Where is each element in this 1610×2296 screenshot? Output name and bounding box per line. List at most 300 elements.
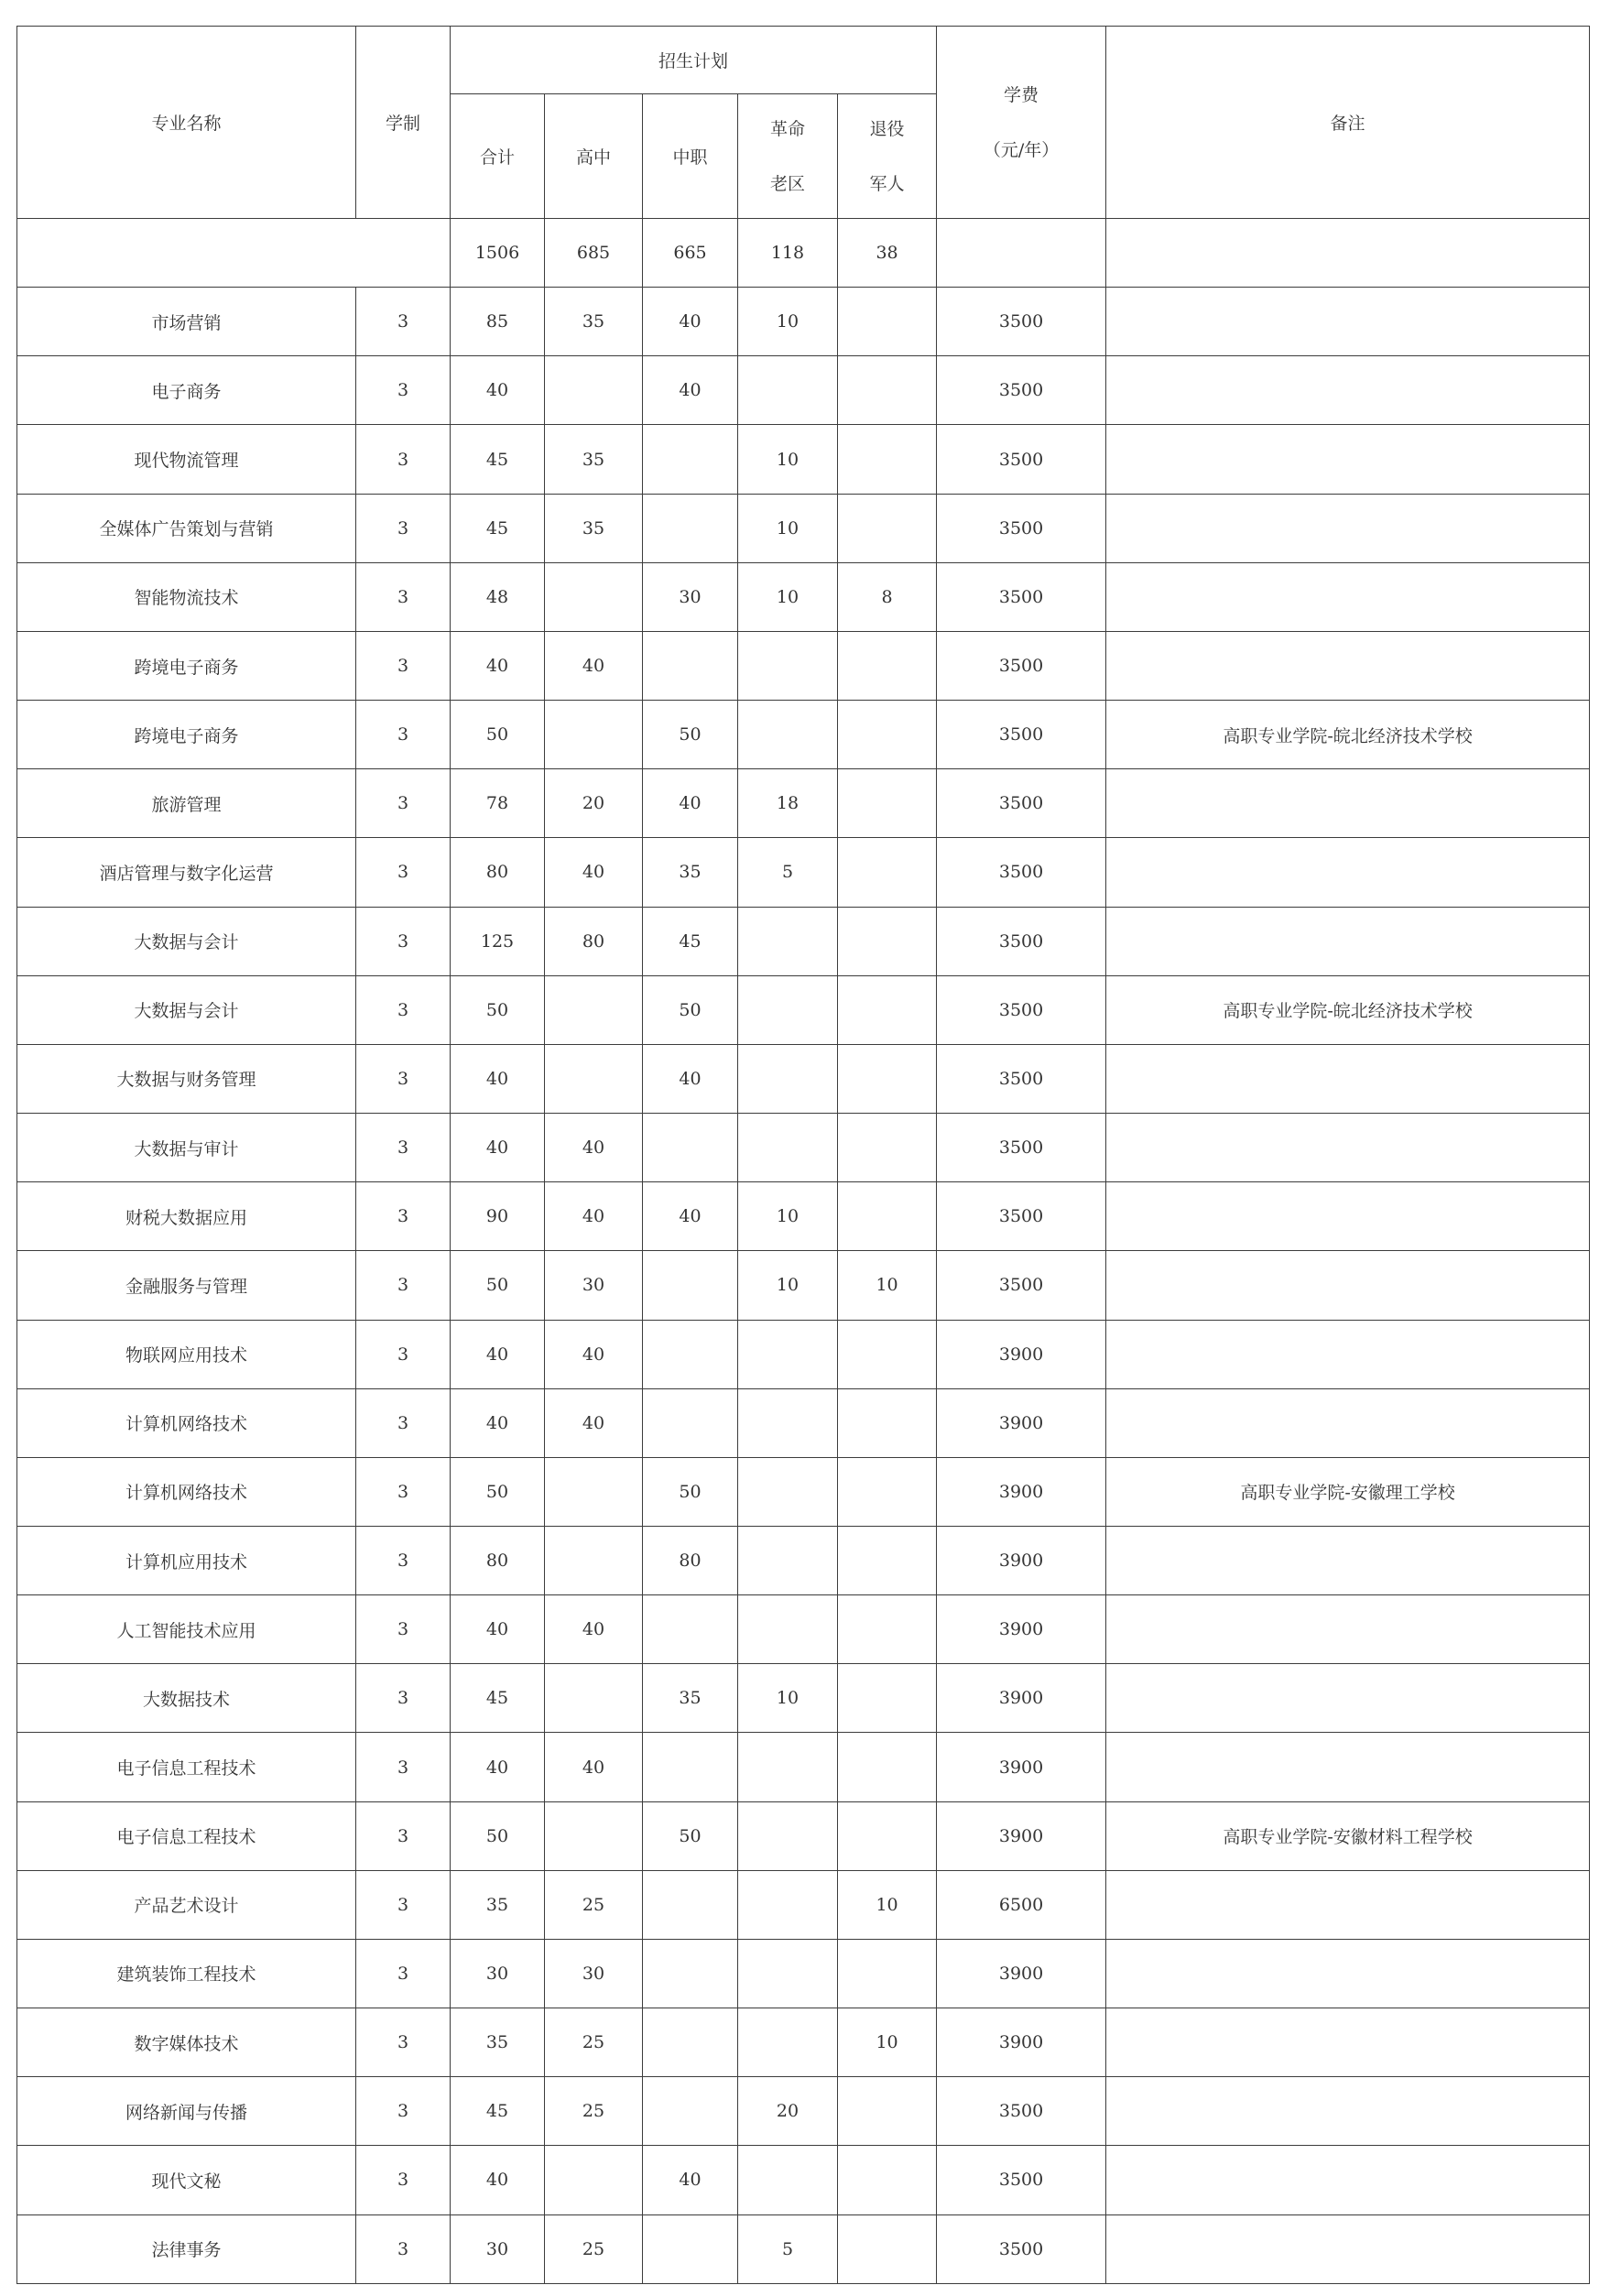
remark-cell (1106, 1526, 1590, 1594)
header-vocational: 中职 (643, 94, 738, 219)
remark-cell: 高职专业学院-皖北经济技术学校 (1106, 701, 1590, 769)
duration-cell: 3 (356, 907, 451, 975)
veteran-cell (838, 1733, 937, 1801)
duration-cell: 3 (356, 1801, 451, 1870)
remark-cell (1106, 907, 1590, 975)
high-school-cell (545, 975, 643, 1044)
duration-cell: 3 (356, 631, 451, 700)
tuition-cell: 3900 (937, 1664, 1106, 1733)
header-major: 专业名称 (17, 27, 356, 219)
high-school-cell: 40 (545, 1320, 643, 1388)
major-cell: 计算机应用技术 (17, 1526, 356, 1594)
major-cell: 跨境电子商务 (17, 631, 356, 700)
tuition-cell: 3900 (937, 1733, 1106, 1801)
header-tuition-line2: （元/年） (983, 139, 1060, 160)
high-school-cell (545, 1457, 643, 1526)
high-school-cell (545, 1526, 643, 1594)
vocational-cell (643, 1595, 738, 1664)
tuition-cell: 3900 (937, 1388, 1106, 1457)
veteran-cell (838, 1457, 937, 1526)
vocational-cell: 50 (643, 1457, 738, 1526)
vocational-cell (643, 631, 738, 700)
revolution-area-cell: 10 (738, 1182, 838, 1251)
total-cell: 30 (451, 1939, 545, 2008)
total-cell: 30 (451, 2214, 545, 2283)
vocational-cell (643, 2214, 738, 2283)
tuition-cell: 3500 (937, 356, 1106, 425)
major-cell: 跨境电子商务 (17, 701, 356, 769)
remark-cell (1106, 2214, 1590, 2283)
major-cell: 电子信息工程技术 (17, 1801, 356, 1870)
high-school-cell: 35 (545, 425, 643, 494)
remark-cell (1106, 2077, 1590, 2146)
revolution-area-cell: 10 (738, 1251, 838, 1320)
table-row (17, 1733, 1590, 1801)
high-school-cell: 30 (545, 1939, 643, 2008)
table-row (17, 1939, 1590, 2008)
total-cell: 35 (451, 2008, 545, 2077)
major-cell: 现代物流管理 (17, 425, 356, 494)
major-cell: 智能物流技术 (17, 562, 356, 631)
vocational-cell (643, 1320, 738, 1388)
total-cell: 50 (451, 701, 545, 769)
tuition-cell: 3500 (937, 2214, 1106, 2283)
revolution-area-cell (738, 1114, 838, 1182)
major-cell: 电子信息工程技术 (17, 1733, 356, 1801)
duration-cell: 3 (356, 975, 451, 1044)
remark-cell (1106, 562, 1590, 631)
veteran-cell (838, 2146, 937, 2214)
vocational-cell: 40 (643, 356, 738, 425)
veteran-cell (838, 1664, 937, 1733)
total-cell: 45 (451, 2077, 545, 2146)
duration-cell: 3 (356, 838, 451, 907)
enrollment-plan-table (16, 26, 1590, 2284)
tuition-cell: 3900 (937, 1939, 1106, 2008)
totals-row (17, 219, 1590, 288)
remark-cell: 高职专业学院-安徽材料工程学校 (1106, 1801, 1590, 1870)
table-row (17, 975, 1590, 1044)
vocational-cell: 40 (643, 1182, 738, 1251)
veteran-cell (838, 631, 937, 700)
tuition-cell: 3500 (937, 2077, 1106, 2146)
major-cell: 计算机网络技术 (17, 1457, 356, 1526)
major-cell: 大数据与会计 (17, 907, 356, 975)
high-school-cell (545, 1044, 643, 1113)
tuition-cell: 3500 (937, 907, 1106, 975)
table-row (17, 1114, 1590, 1182)
remark-cell (1106, 769, 1590, 838)
total-cell: 80 (451, 838, 545, 907)
remark-cell (1106, 494, 1590, 562)
veteran-cell (838, 975, 937, 1044)
vocational-cell: 35 (643, 1664, 738, 1733)
major-cell: 数字媒体技术 (17, 2008, 356, 2077)
duration-cell: 3 (356, 356, 451, 425)
total-cell: 40 (451, 356, 545, 425)
header-revolution-area (738, 94, 838, 219)
total-cell: 40 (451, 1733, 545, 1801)
table-row (17, 907, 1590, 975)
table-row (17, 1595, 1590, 1664)
vocational-cell: 40 (643, 2146, 738, 2214)
high-school-cell (545, 562, 643, 631)
table-row (17, 2146, 1590, 2214)
remark-cell (1106, 1664, 1590, 1733)
duration-cell: 3 (356, 2214, 451, 2283)
duration-cell: 3 (356, 494, 451, 562)
veteran-cell: 8 (838, 562, 937, 631)
high-school-cell: 25 (545, 2008, 643, 2077)
major-cell: 网络新闻与传播 (17, 2077, 356, 2146)
revolution-area-cell (738, 1526, 838, 1594)
tuition-cell: 3500 (937, 1251, 1106, 1320)
revolution-area-cell (738, 1320, 838, 1388)
veteran-cell (838, 701, 937, 769)
remark-cell (1106, 2146, 1590, 2214)
high-school-cell: 30 (545, 1251, 643, 1320)
veteran-cell (838, 838, 937, 907)
table-row (17, 494, 1590, 562)
revolution-area-cell (738, 356, 838, 425)
table-row (17, 425, 1590, 494)
tuition-cell: 3900 (937, 1320, 1106, 1388)
revolution-area-cell (738, 1044, 838, 1113)
major-cell: 大数据与审计 (17, 1114, 356, 1182)
table-row (17, 1664, 1590, 1733)
header-duration: 学制 (356, 27, 451, 219)
high-school-cell: 35 (545, 288, 643, 356)
major-cell: 法律事务 (17, 2214, 356, 2283)
tuition-cell: 3500 (937, 701, 1106, 769)
duration-cell: 3 (356, 1939, 451, 2008)
high-school-cell: 40 (545, 1595, 643, 1664)
revolution-area-cell (738, 1939, 838, 2008)
total-cell: 40 (451, 1388, 545, 1457)
veteran-cell (838, 356, 937, 425)
high-school-cell: 40 (545, 631, 643, 700)
duration-cell: 3 (356, 701, 451, 769)
header-veteran (838, 94, 937, 219)
high-school-cell: 40 (545, 838, 643, 907)
major-cell: 产品艺术设计 (17, 1870, 356, 1939)
high-school-cell: 40 (545, 1182, 643, 1251)
tuition-cell: 3500 (937, 562, 1106, 631)
duration-cell: 3 (356, 1251, 451, 1320)
vocational-cell: 80 (643, 1526, 738, 1594)
table-row (17, 2214, 1590, 2283)
vocational-cell (643, 1251, 738, 1320)
vocational-cell (643, 1870, 738, 1939)
duration-cell: 3 (356, 288, 451, 356)
total-cell: 125 (451, 907, 545, 975)
header-tuition (937, 27, 1106, 219)
veteran-cell (838, 769, 937, 838)
major-cell: 旅游管理 (17, 769, 356, 838)
total-cell: 45 (451, 494, 545, 562)
major-cell: 人工智能技术应用 (17, 1595, 356, 1664)
tuition-cell: 3500 (937, 838, 1106, 907)
revolution-area-cell: 10 (738, 288, 838, 356)
veteran-cell (838, 2077, 937, 2146)
table-row (17, 356, 1590, 425)
veteran-cell (838, 1114, 937, 1182)
duration-cell: 3 (356, 1457, 451, 1526)
duration-cell: 3 (356, 2077, 451, 2146)
revolution-area-cell (738, 2146, 838, 2214)
tuition-total-cell (937, 219, 1106, 288)
vocational-cell: 40 (643, 769, 738, 838)
tuition-cell: 3900 (937, 1595, 1106, 1664)
tuition-cell: 3500 (937, 631, 1106, 700)
revolution-area-cell: 10 (738, 425, 838, 494)
table-row (17, 631, 1590, 700)
veteran-cell (838, 907, 937, 975)
tuition-cell: 3500 (937, 2146, 1106, 2214)
table-row (17, 288, 1590, 356)
veteran-cell (838, 494, 937, 562)
total-cell: 40 (451, 2146, 545, 2214)
veteran-cell: 10 (838, 2008, 937, 2077)
remark-total-cell (1106, 219, 1590, 288)
remark-cell (1106, 1251, 1590, 1320)
remark-cell (1106, 1182, 1590, 1251)
vocational-cell (643, 1733, 738, 1801)
revolution-area-cell: 10 (738, 1664, 838, 1733)
header-total: 合计 (451, 94, 545, 219)
tuition-cell: 3500 (937, 425, 1106, 494)
major-cell: 财税大数据应用 (17, 1182, 356, 1251)
major-cell: 市场营销 (17, 288, 356, 356)
major-cell: 全媒体广告策划与营销 (17, 494, 356, 562)
major-cell: 大数据技术 (17, 1664, 356, 1733)
revolution-area-cell: 5 (738, 2214, 838, 2283)
table-row (17, 1457, 1590, 1526)
table-row (17, 1320, 1590, 1388)
veteran-cell (838, 1801, 937, 1870)
table-row (17, 2008, 1590, 2077)
revolution-area-cell (738, 631, 838, 700)
vocational-cell: 50 (643, 1801, 738, 1870)
high-school-cell: 25 (545, 2214, 643, 2283)
remark-cell (1106, 356, 1590, 425)
major-cell: 现代文秘 (17, 2146, 356, 2214)
header-tuition-line1: 学费 (1004, 84, 1039, 105)
revolution-area-cell (738, 1870, 838, 1939)
vocational-total-cell: 665 (643, 219, 738, 288)
tuition-cell: 3500 (937, 1114, 1106, 1182)
vocational-cell (643, 1939, 738, 2008)
major-cell: 电子商务 (17, 356, 356, 425)
tuition-cell: 6500 (937, 1870, 1106, 1939)
remark-cell (1106, 288, 1590, 356)
duration-cell: 3 (356, 1733, 451, 1801)
high-school-cell (545, 701, 643, 769)
tuition-cell: 3500 (937, 1182, 1106, 1251)
high-school-cell: 35 (545, 494, 643, 562)
duration-cell: 3 (356, 425, 451, 494)
total-cell: 40 (451, 1595, 545, 1664)
high-school-total-cell: 685 (545, 219, 643, 288)
revolution-area-cell (738, 2008, 838, 2077)
remark-cell (1106, 2008, 1590, 2077)
tuition-cell: 3900 (937, 1457, 1106, 1526)
vocational-cell (643, 494, 738, 562)
veteran-cell (838, 1595, 937, 1664)
tuition-cell: 3500 (937, 288, 1106, 356)
high-school-cell (545, 1801, 643, 1870)
remark-cell (1106, 1388, 1590, 1457)
vocational-cell: 35 (643, 838, 738, 907)
duration-cell: 3 (356, 1526, 451, 1594)
total-cell: 90 (451, 1182, 545, 1251)
vocational-cell (643, 2077, 738, 2146)
total-cell: 48 (451, 562, 545, 631)
remark-cell (1106, 425, 1590, 494)
revolution-area-cell (738, 907, 838, 975)
remark-cell (1106, 1595, 1590, 1664)
total-cell: 40 (451, 631, 545, 700)
header-revolution-line1: 革命 (769, 118, 805, 139)
tuition-cell: 3500 (937, 975, 1106, 1044)
total-cell: 1506 (451, 219, 545, 288)
tuition-cell: 3500 (937, 769, 1106, 838)
revolution-area-cell: 10 (738, 494, 838, 562)
duration-cell: 3 (356, 1870, 451, 1939)
vocational-cell (643, 1114, 738, 1182)
veteran-cell (838, 1320, 937, 1388)
revolution-area-cell (738, 701, 838, 769)
vocational-cell: 50 (643, 701, 738, 769)
remark-cell (1106, 838, 1590, 907)
revolution-area-cell: 18 (738, 769, 838, 838)
revolution-total-cell: 118 (738, 219, 838, 288)
vocational-cell: 30 (643, 562, 738, 631)
table-row (17, 1044, 1590, 1113)
duration-cell: 3 (356, 1320, 451, 1388)
tuition-cell: 3900 (937, 1801, 1106, 1870)
table-row (17, 562, 1590, 631)
duration-cell: 3 (356, 2008, 451, 2077)
veteran-cell (838, 2214, 937, 2283)
remark-cell (1106, 1870, 1590, 1939)
total-cell: 45 (451, 1664, 545, 1733)
table-row (17, 1526, 1590, 1594)
high-school-cell: 25 (545, 2077, 643, 2146)
total-cell: 35 (451, 1870, 545, 1939)
header-veteran-line2: 军人 (869, 173, 905, 194)
remark-cell (1106, 1114, 1590, 1182)
table-row (17, 1388, 1590, 1457)
high-school-cell: 25 (545, 1870, 643, 1939)
total-cell: 80 (451, 1526, 545, 1594)
totals-label-cell (17, 219, 451, 288)
high-school-cell: 40 (545, 1388, 643, 1457)
vocational-cell: 40 (643, 288, 738, 356)
total-cell: 50 (451, 975, 545, 1044)
high-school-cell: 40 (545, 1733, 643, 1801)
duration-cell: 3 (356, 1182, 451, 1251)
revolution-area-cell (738, 1457, 838, 1526)
header-veteran-line1: 退役 (869, 118, 905, 139)
high-school-cell: 20 (545, 769, 643, 838)
revolution-area-cell: 20 (738, 2077, 838, 2146)
major-cell: 计算机网络技术 (17, 1388, 356, 1457)
veteran-total-cell: 38 (838, 219, 937, 288)
duration-cell: 3 (356, 2146, 451, 2214)
revolution-area-cell (738, 1801, 838, 1870)
vocational-cell: 50 (643, 975, 738, 1044)
total-cell: 78 (451, 769, 545, 838)
veteran-cell (838, 1526, 937, 1594)
table-row (17, 769, 1590, 838)
revolution-area-cell (738, 1388, 838, 1457)
revolution-area-cell (738, 1733, 838, 1801)
table-row (17, 1801, 1590, 1870)
revolution-area-cell (738, 975, 838, 1044)
total-cell: 40 (451, 1320, 545, 1388)
remark-cell (1106, 1939, 1590, 2008)
veteran-cell: 10 (838, 1870, 937, 1939)
table-row (17, 2077, 1590, 2146)
high-school-cell: 80 (545, 907, 643, 975)
table-row (17, 1182, 1590, 1251)
duration-cell: 3 (356, 1388, 451, 1457)
revolution-area-cell: 10 (738, 562, 838, 631)
major-cell: 大数据与财务管理 (17, 1044, 356, 1113)
tuition-cell: 3500 (937, 494, 1106, 562)
veteran-cell (838, 1939, 937, 2008)
vocational-cell (643, 425, 738, 494)
duration-cell: 3 (356, 562, 451, 631)
major-cell: 酒店管理与数字化运营 (17, 838, 356, 907)
major-cell: 金融服务与管理 (17, 1251, 356, 1320)
header-enrollment-plan: 招生计划 (451, 27, 937, 94)
vocational-cell: 40 (643, 1044, 738, 1113)
tuition-cell: 3500 (937, 1044, 1106, 1113)
duration-cell: 3 (356, 1595, 451, 1664)
veteran-cell (838, 1044, 937, 1113)
major-cell: 物联网应用技术 (17, 1320, 356, 1388)
veteran-cell: 10 (838, 1251, 937, 1320)
total-cell: 40 (451, 1114, 545, 1182)
high-school-cell (545, 356, 643, 425)
veteran-cell (838, 288, 937, 356)
veteran-cell (838, 425, 937, 494)
total-cell: 40 (451, 1044, 545, 1113)
veteran-cell (838, 1388, 937, 1457)
total-cell: 50 (451, 1801, 545, 1870)
duration-cell: 3 (356, 1114, 451, 1182)
table-row (17, 1251, 1590, 1320)
total-cell: 50 (451, 1457, 545, 1526)
header-high-school: 高中 (545, 94, 643, 219)
remark-cell (1106, 1320, 1590, 1388)
remark-cell (1106, 631, 1590, 700)
high-school-cell (545, 1664, 643, 1733)
revolution-area-cell: 5 (738, 838, 838, 907)
revolution-area-cell (738, 1595, 838, 1664)
remark-cell: 高职专业学院-皖北经济技术学校 (1106, 975, 1590, 1044)
veteran-cell (838, 1182, 937, 1251)
table-row (17, 1870, 1590, 1939)
total-cell: 85 (451, 288, 545, 356)
major-cell: 建筑装饰工程技术 (17, 1939, 356, 2008)
high-school-cell (545, 2146, 643, 2214)
high-school-cell: 40 (545, 1114, 643, 1182)
total-cell: 50 (451, 1251, 545, 1320)
major-cell: 大数据与会计 (17, 975, 356, 1044)
